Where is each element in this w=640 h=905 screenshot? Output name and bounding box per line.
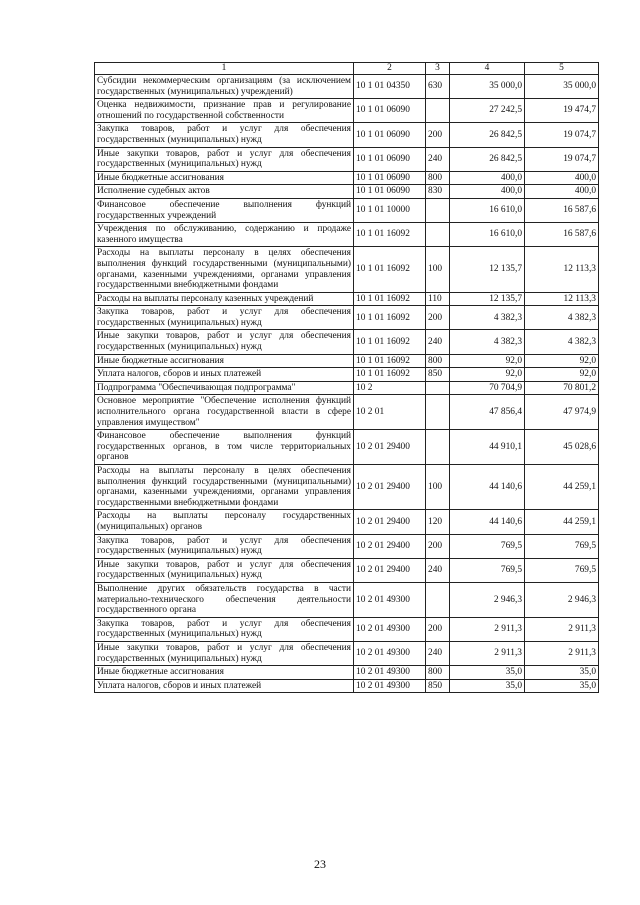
amount-year1-cell: 2 946,3 [450, 582, 525, 617]
page-number: 23 [314, 857, 326, 871]
table-row [95, 185, 599, 199]
amount-year2-cell: 16 587,6 [525, 223, 599, 247]
amount-year2-cell: 19 074,7 [525, 123, 599, 147]
table-row [95, 247, 599, 292]
target-code-cell: 10 1 01 10000 [354, 198, 426, 222]
table-row [95, 75, 599, 99]
item-name-cell: Основное мероприятие "Обеспечение исполнения функций исполнительного органа государственной власти в сфере управления имуществом" [95, 395, 354, 430]
header-cell: 1 [95, 63, 354, 75]
item-name-cell: Расходы на выплаты персоналу государственных (муниципальных) органов [95, 510, 354, 534]
table-row [95, 558, 599, 582]
amount-year1-cell: 35,0 [450, 679, 525, 693]
table-row [95, 381, 599, 395]
item-name-cell: Закупка товаров, работ и услуг для обеспечения государственных (муниципальных) нужд [95, 123, 354, 147]
amount-year2-cell: 12 113,3 [525, 247, 599, 292]
target-code-cell: 10 2 [354, 381, 426, 395]
amount-year2-cell: 19 074,7 [525, 147, 599, 171]
expense-type-cell: 200 [426, 534, 450, 558]
item-name-cell: Субсидии некоммерческим организациям (за исключением государственных (муниципальных) учреждений) [95, 75, 354, 99]
table-row [95, 147, 599, 171]
amount-year2-cell: 4 382,3 [525, 330, 599, 354]
amount-year1-cell: 47 856,4 [450, 395, 525, 430]
amount-year1-cell: 16 610,0 [450, 223, 525, 247]
table-row [95, 534, 599, 558]
table-row [95, 292, 599, 306]
amount-year1-cell: 2 911,3 [450, 617, 525, 641]
item-name-cell: Закупка товаров, работ и услуг для обеспечения государственных (муниципальных) нужд [95, 534, 354, 558]
table-row [95, 465, 599, 510]
expense-type-cell: 200 [426, 617, 450, 641]
amount-year1-cell: 70 704,9 [450, 381, 525, 395]
amount-year2-cell: 45 028,6 [525, 430, 599, 465]
target-code-cell: 10 1 01 16092 [354, 223, 426, 247]
item-name-cell: Иные бюджетные ассигнования [95, 171, 354, 185]
amount-year1-cell: 26 842,5 [450, 147, 525, 171]
expense-type-cell: 800 [426, 171, 450, 185]
target-code-cell: 10 1 01 16092 [354, 354, 426, 368]
header-row [95, 63, 599, 75]
target-code-cell: 10 1 01 16092 [354, 368, 426, 382]
table-row [95, 330, 599, 354]
target-code-cell: 10 2 01 29400 [354, 510, 426, 534]
target-code-cell: 10 1 01 16092 [354, 247, 426, 292]
item-name-cell: Уплата налогов, сборов и иных платежей [95, 679, 354, 693]
expense-type-cell [426, 430, 450, 465]
item-name-cell: Иные закупки товаров, работ и услуг для обеспечения государственных (муниципальных) нужд [95, 641, 354, 665]
amount-year2-cell: 92,0 [525, 368, 599, 382]
target-code-cell: 10 1 01 06090 [354, 123, 426, 147]
item-name-cell: Закупка товаров, работ и услуг для обеспечения государственных (муниципальных) нужд [95, 306, 354, 330]
expense-type-cell [426, 223, 450, 247]
item-name-cell: Исполнение судебных актов [95, 185, 354, 199]
amount-year1-cell: 12 135,7 [450, 247, 525, 292]
target-code-cell: 10 2 01 29400 [354, 465, 426, 510]
table-row [95, 666, 599, 680]
amount-year2-cell: 2 911,3 [525, 641, 599, 665]
item-name-cell: Учреждения по обслуживанию, содержанию и продаже казенного имущества [95, 223, 354, 247]
table-row [95, 223, 599, 247]
expense-type-cell [426, 381, 450, 395]
expense-type-cell: 850 [426, 368, 450, 382]
header-cell: 5 [525, 63, 599, 75]
item-name-cell: Финансовое обеспечение выполнения функций государственных органов, в том числе территориальных органов [95, 430, 354, 465]
expense-type-cell: 110 [426, 292, 450, 306]
expense-type-cell: 800 [426, 354, 450, 368]
budget-table [94, 62, 599, 693]
target-code-cell: 10 2 01 29400 [354, 558, 426, 582]
amount-year2-cell: 47 974,9 [525, 395, 599, 430]
item-name-cell: Иные закупки товаров, работ и услуг для обеспечения государственных (муниципальных) нужд [95, 147, 354, 171]
item-name-cell: Оценка недвижимости, признание прав и регулирование отношений по государственной собственности [95, 99, 354, 123]
amount-year2-cell: 400,0 [525, 171, 599, 185]
table-row [95, 306, 599, 330]
item-name-cell: Расходы на выплаты персоналу в целях обеспечения выполнения функций государственными (муниципальными) органами, казенными учреждениями, органами управления государственными внебюджетными фондами [95, 247, 354, 292]
table-row [95, 123, 599, 147]
item-name-cell: Финансовое обеспечение выполнения функций государственных учреждений [95, 198, 354, 222]
header-cell: 4 [450, 63, 525, 75]
target-code-cell: 10 2 01 49300 [354, 617, 426, 641]
amount-year2-cell: 35,0 [525, 666, 599, 680]
expense-type-cell: 120 [426, 510, 450, 534]
target-code-cell: 10 1 01 16092 [354, 306, 426, 330]
amount-year1-cell: 4 382,3 [450, 306, 525, 330]
item-name-cell: Уплата налогов, сборов и иных платежей [95, 368, 354, 382]
target-code-cell: 10 2 01 49300 [354, 666, 426, 680]
item-name-cell: Иные бюджетные ассигнования [95, 666, 354, 680]
target-code-cell: 10 1 01 06090 [354, 171, 426, 185]
expense-type-cell: 100 [426, 465, 450, 510]
table-row [95, 510, 599, 534]
table-row [95, 641, 599, 665]
target-code-cell: 10 2 01 49300 [354, 582, 426, 617]
item-name-cell: Иные закупки товаров, работ и услуг для обеспечения государственных (муниципальных) нужд [95, 558, 354, 582]
table-row [95, 171, 599, 185]
amount-year2-cell: 769,5 [525, 558, 599, 582]
expense-type-cell: 240 [426, 641, 450, 665]
table-row [95, 582, 599, 617]
header-cell: 2 [354, 63, 426, 75]
target-code-cell: 10 1 01 16092 [354, 292, 426, 306]
amount-year2-cell: 16 587,6 [525, 198, 599, 222]
expense-type-cell: 240 [426, 147, 450, 171]
item-name-cell: Закупка товаров, работ и услуг для обеспечения государственных (муниципальных) нужд [95, 617, 354, 641]
amount-year2-cell: 19 474,7 [525, 99, 599, 123]
table-row [95, 430, 599, 465]
expense-type-cell: 800 [426, 666, 450, 680]
target-code-cell: 10 2 01 [354, 395, 426, 430]
amount-year2-cell: 44 259,1 [525, 510, 599, 534]
table-row [95, 679, 599, 693]
amount-year2-cell: 70 801,2 [525, 381, 599, 395]
expense-type-cell: 200 [426, 123, 450, 147]
expense-type-cell: 200 [426, 306, 450, 330]
target-code-cell: 10 2 01 29400 [354, 430, 426, 465]
amount-year1-cell: 12 135,7 [450, 292, 525, 306]
expense-type-cell [426, 395, 450, 430]
target-code-cell: 10 2 01 49300 [354, 679, 426, 693]
target-code-cell: 10 2 01 29400 [354, 534, 426, 558]
table-row [95, 368, 599, 382]
expense-type-cell [426, 99, 450, 123]
header-cell: 3 [426, 63, 450, 75]
expense-type-cell [426, 582, 450, 617]
target-code-cell: 10 1 01 04350 [354, 75, 426, 99]
expense-type-cell: 850 [426, 679, 450, 693]
amount-year2-cell: 400,0 [525, 185, 599, 199]
expense-type-cell: 240 [426, 330, 450, 354]
amount-year2-cell: 92,0 [525, 354, 599, 368]
amount-year1-cell: 769,5 [450, 534, 525, 558]
table-row [95, 99, 599, 123]
amount-year1-cell: 27 242,5 [450, 99, 525, 123]
item-name-cell: Иные закупки товаров, работ и услуг для обеспечения государственных (муниципальных) нужд [95, 330, 354, 354]
target-code-cell: 10 1 01 06090 [354, 147, 426, 171]
item-name-cell: Иные бюджетные ассигнования [95, 354, 354, 368]
amount-year1-cell: 92,0 [450, 354, 525, 368]
amount-year1-cell: 44 140,6 [450, 465, 525, 510]
expense-type-cell [426, 198, 450, 222]
amount-year2-cell: 12 113,3 [525, 292, 599, 306]
amount-year2-cell: 4 382,3 [525, 306, 599, 330]
amount-year1-cell: 26 842,5 [450, 123, 525, 147]
amount-year1-cell: 2 911,3 [450, 641, 525, 665]
amount-year1-cell: 400,0 [450, 185, 525, 199]
amount-year2-cell: 2 946,3 [525, 582, 599, 617]
amount-year1-cell: 16 610,0 [450, 198, 525, 222]
expense-type-cell: 830 [426, 185, 450, 199]
table-row [95, 198, 599, 222]
target-code-cell: 10 1 01 06090 [354, 99, 426, 123]
amount-year2-cell: 35 000,0 [525, 75, 599, 99]
item-name-cell: Расходы на выплаты персоналу в целях обеспечения выполнения функций государственными (муниципальными) органами, казенными учреждениями, органами управления государственными внебюджетными фондами [95, 465, 354, 510]
amount-year1-cell: 92,0 [450, 368, 525, 382]
table-row [95, 395, 599, 430]
table-row [95, 617, 599, 641]
expense-type-cell: 100 [426, 247, 450, 292]
amount-year2-cell: 44 259,1 [525, 465, 599, 510]
amount-year1-cell: 44 140,6 [450, 510, 525, 534]
amount-year2-cell: 769,5 [525, 534, 599, 558]
amount-year1-cell: 35,0 [450, 666, 525, 680]
item-name-cell: Подпрограмма "Обеспечивающая подпрограмма" [95, 381, 354, 395]
table-row [95, 354, 599, 368]
amount-year1-cell: 4 382,3 [450, 330, 525, 354]
amount-year1-cell: 35 000,0 [450, 75, 525, 99]
amount-year1-cell: 769,5 [450, 558, 525, 582]
target-code-cell: 10 1 01 16092 [354, 330, 426, 354]
target-code-cell: 10 2 01 49300 [354, 641, 426, 665]
amount-year2-cell: 2 911,3 [525, 617, 599, 641]
expense-type-cell: 630 [426, 75, 450, 99]
item-name-cell: Выполнение других обязательств государства в части материально-технического обеспечения деятельности государственного органа [95, 582, 354, 617]
amount-year1-cell: 44 910,1 [450, 430, 525, 465]
item-name-cell: Расходы на выплаты персоналу казенных учреждений [95, 292, 354, 306]
target-code-cell: 10 1 01 06090 [354, 185, 426, 199]
expense-type-cell: 240 [426, 558, 450, 582]
amount-year2-cell: 35,0 [525, 679, 599, 693]
amount-year1-cell: 400,0 [450, 171, 525, 185]
